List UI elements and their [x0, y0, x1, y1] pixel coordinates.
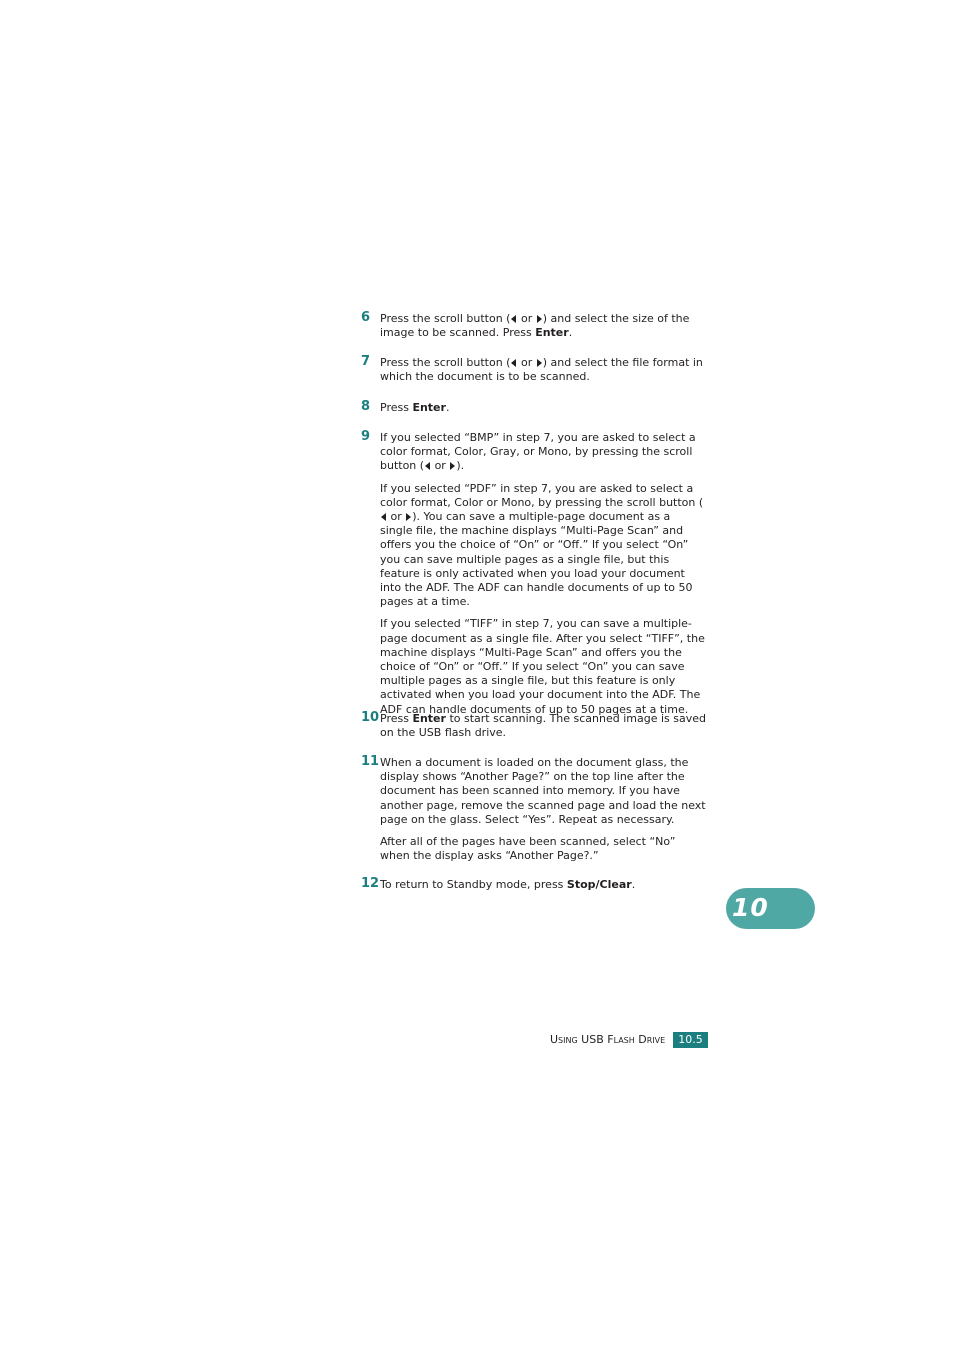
- left-arrow-icon: [381, 513, 386, 521]
- left-arrow-icon: [511, 359, 516, 367]
- step-text: Press: [380, 401, 413, 414]
- step-9: [361, 431, 706, 717]
- step-text: ) and select the file format in which the document is to be scanned.: [380, 356, 703, 384]
- step-12: [361, 878, 706, 892]
- step-10: [361, 712, 706, 740]
- step-11: [361, 756, 706, 863]
- key-label: Enter: [535, 326, 569, 340]
- left-arrow-icon: [425, 462, 430, 470]
- step-paragraph: When a document is loaded on the document glass, the display shows “Another Page?” on the top line after the document has been scanned into memory. If you have another page, remove the scanned page and load the next page on the glass. Select “Yes”. Repeat as necessary.: [380, 756, 706, 826]
- step-text: to start scanning. The scanned image is saved on the USB flash drive.: [380, 712, 707, 740]
- step-number: 9: [361, 429, 371, 444]
- step-text: To return to Standby mode, press: [380, 878, 567, 891]
- step-text: or: [387, 510, 406, 524]
- step-8: [361, 401, 706, 415]
- step-text: .: [631, 878, 636, 891]
- step-text: ).: [456, 459, 465, 473]
- step-text: ). You can save a multiple-page document as a single file, the machine displays “Multi-Page Scan” and offers you the choice of “On” or “Off.” If you select “On” you can save multiple pages as a single file, but this feature is only activated when you load your document into the ADF. The ADF can handle documents of up to 50 pages at a time.: [380, 510, 693, 609]
- left-arrow-icon: [511, 315, 516, 323]
- step-text: Press: [380, 712, 413, 725]
- step-text: ) and select the size of the image to be scanned. Press: [380, 312, 690, 340]
- step-number: 12: [361, 876, 380, 891]
- step-text: Press the scroll button (: [380, 356, 511, 369]
- right-arrow-icon: [406, 513, 411, 521]
- step-text: If you selected “PDF” in step 7, you are asked to select a color format, Color or Mono, by pressing the scroll button (: [380, 481, 704, 509]
- step-paragraph: After all of the pages have been scanned, select “No” when the display asks “Another Page?.”: [380, 835, 676, 863]
- chapter-tab: [726, 888, 815, 929]
- step-number: 10: [361, 710, 380, 725]
- right-arrow-icon: [537, 315, 542, 323]
- step-text: or: [517, 356, 536, 369]
- step-text: .: [445, 401, 450, 414]
- step-text: or: [517, 312, 536, 325]
- step-number: 6: [361, 310, 371, 325]
- step-number: 8: [361, 399, 371, 414]
- step-number: 11: [361, 754, 380, 769]
- key-label: Enter: [412, 712, 446, 725]
- step-6: [361, 312, 706, 340]
- key-label: Stop/Clear: [566, 878, 632, 891]
- step-paragraph: If you selected “TIFF” in step 7, you can save a multiple-page document as a single file. After you select “TIFF”, the machine displays “Multi-Page Scan” and offers you the choice of “On” or “Off.” If you select “On” you can save multiple pages as a single file, but this feature is only activated when you load your document into the ADF. The ADF can handle documents of up to 50 pages at a time.: [380, 617, 705, 716]
- step-7: [361, 356, 706, 384]
- step-text: .: [568, 326, 573, 340]
- key-label: Enter: [412, 401, 446, 414]
- page-number: 10.5: [673, 1032, 708, 1048]
- right-arrow-icon: [537, 359, 542, 367]
- step-number: 7: [361, 354, 371, 369]
- step-text: or: [431, 459, 450, 473]
- step-text: If you selected “BMP” in step 7, you are asked to select a color format, Color, Gray, or Mono, by pressing the scroll button (: [380, 431, 696, 473]
- right-arrow-icon: [450, 462, 455, 470]
- footer-chapter-title: Using USB Flash Drive: [550, 1033, 666, 1046]
- step-text: Press the scroll button (: [380, 312, 511, 325]
- chapter-number: 10: [732, 893, 769, 922]
